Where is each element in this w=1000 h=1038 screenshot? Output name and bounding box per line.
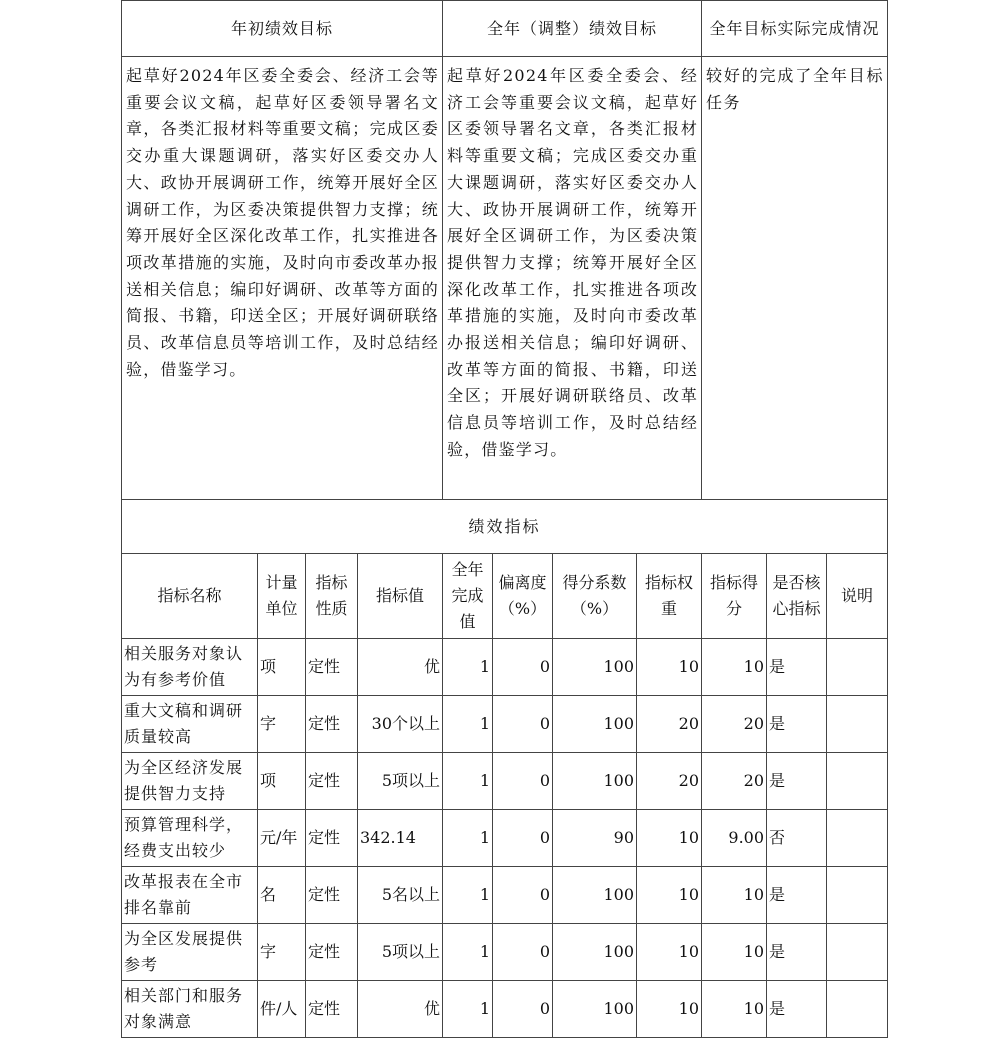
indicator-unit: 字 [258, 696, 306, 753]
indicator-weight: 20 [637, 753, 702, 810]
adjusted-goal-header: 全年（调整）绩效目标 [443, 1, 702, 57]
indicator-completed: 1 [443, 753, 493, 810]
indicator-nature: 定性 [306, 696, 358, 753]
indicator-deviation: 0 [493, 696, 553, 753]
indicator-nature: 定性 [306, 753, 358, 810]
indicator-unit: 名 [258, 867, 306, 924]
indicator-score: 10 [702, 867, 767, 924]
table-row [122, 810, 888, 867]
indicator-unit: 字 [258, 924, 306, 981]
indicator-score: 20 [702, 753, 767, 810]
indicator-nature: 定性 [306, 810, 358, 867]
report-table [121, 0, 888, 1038]
indicator-name: 预算管理科学，经费支出较少 [122, 810, 258, 867]
col-score-header: 指标得分 [702, 554, 767, 639]
indicator-weight: 10 [637, 981, 702, 1038]
indicator-nature: 定性 [306, 924, 358, 981]
indicator-deviation: 0 [493, 810, 553, 867]
col-unit-header: 计量单位 [258, 554, 306, 639]
indicator-score: 9.00 [702, 810, 767, 867]
goals-header-row [122, 1, 888, 57]
indicator-completed: 1 [443, 981, 493, 1038]
indicator-core: 是 [767, 924, 827, 981]
indicator-name: 为全区经济发展提供智力支持 [122, 753, 258, 810]
indicator-core: 是 [767, 696, 827, 753]
indicator-unit: 件/人 [258, 981, 306, 1038]
indicator-note [827, 639, 888, 696]
indicator-weight: 10 [637, 867, 702, 924]
indicator-unit: 项 [258, 639, 306, 696]
indicator-nature: 定性 [306, 867, 358, 924]
performance-title: 绩效指标 [122, 500, 888, 554]
indicator-name: 改革报表在全市排名靠前 [122, 867, 258, 924]
indicator-completed: 1 [443, 810, 493, 867]
table-row [122, 753, 888, 810]
table-row [122, 867, 888, 924]
indicator-name: 为全区发展提供参考 [122, 924, 258, 981]
indicator-unit: 元/年 [258, 810, 306, 867]
indicator-core: 是 [767, 867, 827, 924]
col-name-header: 指标名称 [122, 554, 258, 639]
col-coefficient-header: 得分系数（%） [553, 554, 637, 639]
indicator-score: 10 [702, 639, 767, 696]
col-weight-header: 指标权重 [637, 554, 702, 639]
goals-body-row [122, 57, 888, 500]
col-nature-header: 指标性质 [306, 554, 358, 639]
indicator-note [827, 981, 888, 1038]
indicator-deviation: 0 [493, 981, 553, 1038]
table-row [122, 981, 888, 1038]
indicator-deviation: 0 [493, 753, 553, 810]
indicator-coefficient: 100 [553, 696, 637, 753]
indicator-name: 重大文稿和调研质量较高 [122, 696, 258, 753]
indicator-unit: 项 [258, 753, 306, 810]
adjusted-goal-text: 起草好2024年区委全委会、经济工会等重要会议文稿，起草好区委领导署名文章，各类汇报材料等重要文稿；完成区委交办重大课题调研，落实好区委交办人大、政协开展调研工作，统筹开展好全区调研工作，为区委决策提供智力支撑；统筹开展好全区深化改革工作，扎实推进各项改革措施的实施，及时向市委改革办报送相关信息；编印好调研、改革等方面的简报、书籍，印送全区；开展好调研联络员、改革信息员等培训工作，及时总结经验，借鉴学习。 [443, 57, 702, 500]
indicator-score: 10 [702, 924, 767, 981]
indicator-coefficient: 100 [553, 639, 637, 696]
indicator-score: 10 [702, 981, 767, 1038]
indicator-weight: 20 [637, 696, 702, 753]
indicator-coefficient: 100 [553, 981, 637, 1038]
indicator-nature: 定性 [306, 981, 358, 1038]
indicator-note [827, 867, 888, 924]
indicator-header-row [122, 554, 888, 639]
indicator-value: 5名以上 [358, 867, 443, 924]
initial-goal-header: 年初绩效目标 [122, 1, 443, 57]
actual-goal-header: 全年目标实际完成情况 [702, 1, 888, 57]
col-note-header: 说明 [827, 554, 888, 639]
indicator-coefficient: 100 [553, 924, 637, 981]
indicator-core: 是 [767, 981, 827, 1038]
performance-title-row [122, 500, 888, 554]
indicator-completed: 1 [443, 867, 493, 924]
indicator-deviation: 0 [493, 867, 553, 924]
indicator-core: 是 [767, 639, 827, 696]
indicator-value: 5项以上 [358, 753, 443, 810]
table-row [122, 639, 888, 696]
indicator-deviation: 0 [493, 924, 553, 981]
indicator-name: 相关服务对象认为有参考价值 [122, 639, 258, 696]
indicator-weight: 10 [637, 810, 702, 867]
indicator-core: 是 [767, 753, 827, 810]
indicator-value: 优 [358, 639, 443, 696]
indicator-completed: 1 [443, 924, 493, 981]
col-core-header: 是否核心指标 [767, 554, 827, 639]
indicator-value: 5项以上 [358, 924, 443, 981]
indicator-score: 20 [702, 696, 767, 753]
indicator-coefficient: 100 [553, 867, 637, 924]
indicator-coefficient: 100 [553, 753, 637, 810]
indicator-note [827, 696, 888, 753]
col-deviation-header: 偏离度（%） [493, 554, 553, 639]
col-value-header: 指标值 [358, 554, 443, 639]
indicator-coefficient: 90 [553, 810, 637, 867]
indicator-weight: 10 [637, 924, 702, 981]
indicator-note [827, 753, 888, 810]
indicator-nature: 定性 [306, 639, 358, 696]
indicator-value: 342.14 [358, 810, 443, 867]
indicator-note [827, 810, 888, 867]
indicator-deviation: 0 [493, 639, 553, 696]
col-completed-header: 全年完成值 [443, 554, 493, 639]
indicator-completed: 1 [443, 639, 493, 696]
indicator-note [827, 924, 888, 981]
indicator-completed: 1 [443, 696, 493, 753]
indicator-value: 优 [358, 981, 443, 1038]
indicator-core: 否 [767, 810, 827, 867]
table-row [122, 696, 888, 753]
indicator-weight: 10 [637, 639, 702, 696]
indicator-name: 相关部门和服务对象满意 [122, 981, 258, 1038]
table-row [122, 924, 888, 981]
indicator-value: 30个以上 [358, 696, 443, 753]
performance-report [121, 0, 887, 1038]
initial-goal-text: 起草好2024年区委全委会、经济工会等重要会议文稿，起草好区委领导署名文章，各类汇报材料等重要文稿；完成区委交办重大课题调研，落实好区委交办人大、政协开展调研工作，统筹开展好全区调研工作，为区委决策提供智力支撑；统筹开展好全区深化改革工作，扎实推进各项改革措施的实施，及时向市委改革办报送相关信息；编印好调研、改革等方面的简报、书籍，印送全区；开展好调研联络员、改革信息员等培训工作，及时总结经验，借鉴学习。 [122, 57, 443, 500]
actual-goal-text: 较好的完成了全年目标任务 [702, 57, 888, 500]
